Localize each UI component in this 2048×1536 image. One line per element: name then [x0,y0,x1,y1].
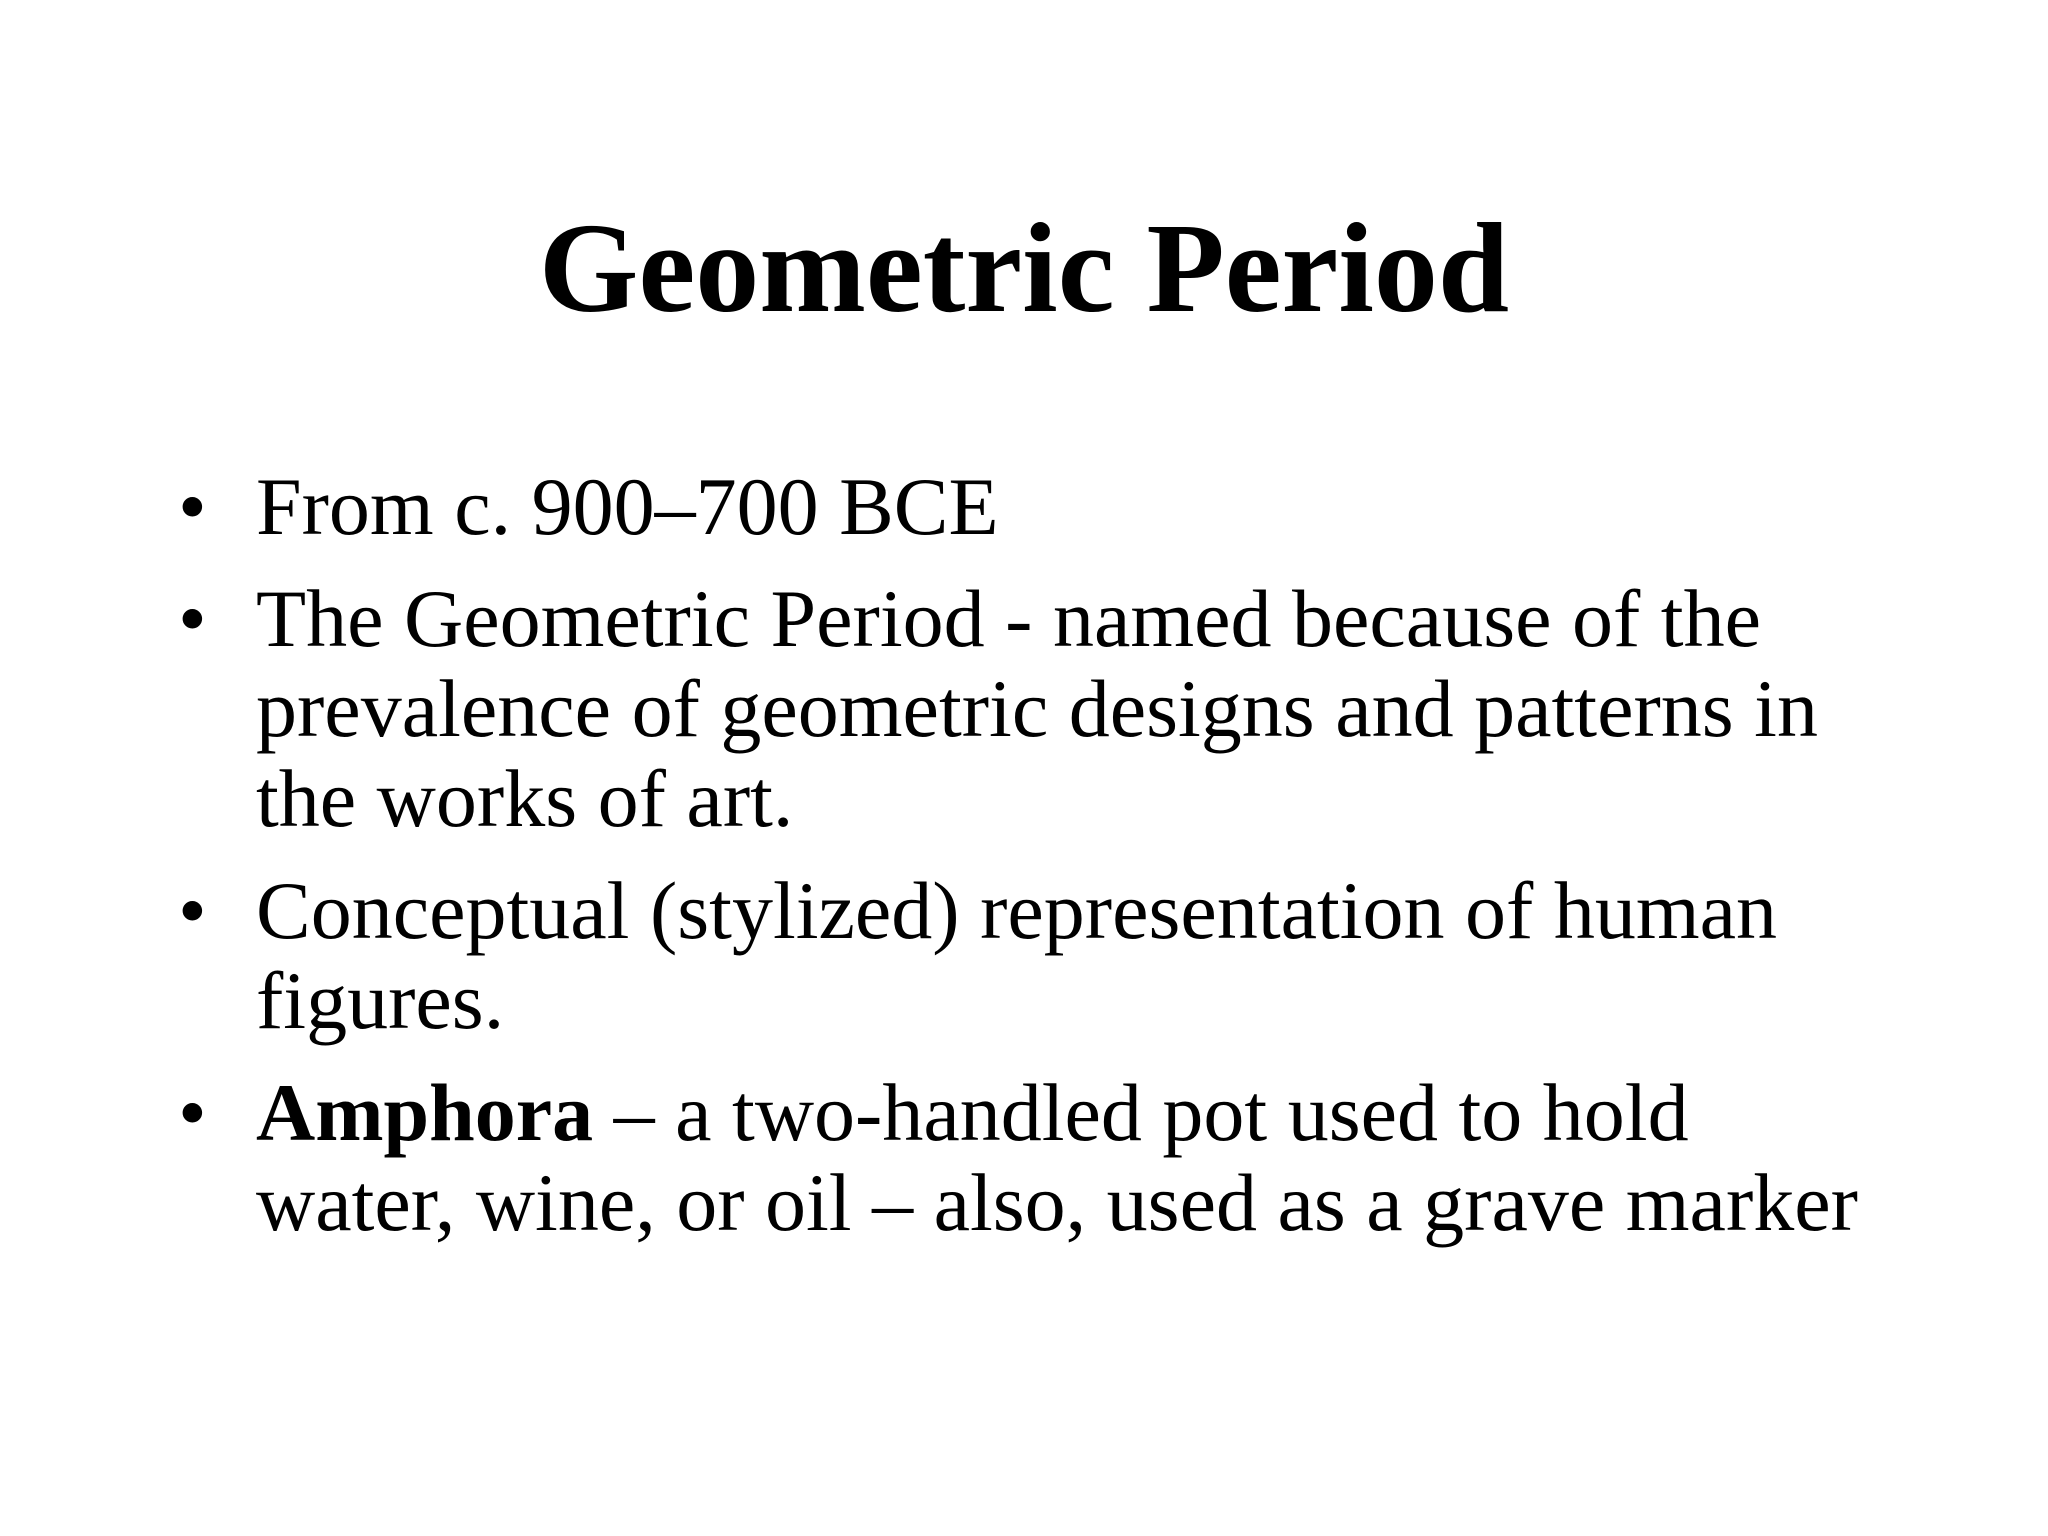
bullet-item-amphora [178,1068,1898,1248]
bullet-item-figures [178,866,1898,1046]
bullet-list [178,462,1898,1270]
bullet-text: From c. 900–700 BCE [256,461,999,552]
bullet-text: Conceptual (stylized) representation of human figures. [256,865,1778,1046]
bullet-text: – a two-handled pot used to hold water, wine, or oil – also, used as a grave marker [256,1067,1858,1248]
bullet-item-naming [178,574,1898,844]
term-amphora: Amphora [256,1067,594,1158]
slide-title: Geometric Period [538,197,1510,339]
bullet-icon: • [178,573,207,664]
bullet-item-date-range [178,462,1898,552]
bullet-icon: • [178,865,207,956]
bullet-icon: • [178,461,207,552]
bullet-text: The Geometric Period - named because of the prevalence of geometric designs and patterns in the works of art. [256,573,1818,844]
bullet-icon: • [178,1067,207,1158]
